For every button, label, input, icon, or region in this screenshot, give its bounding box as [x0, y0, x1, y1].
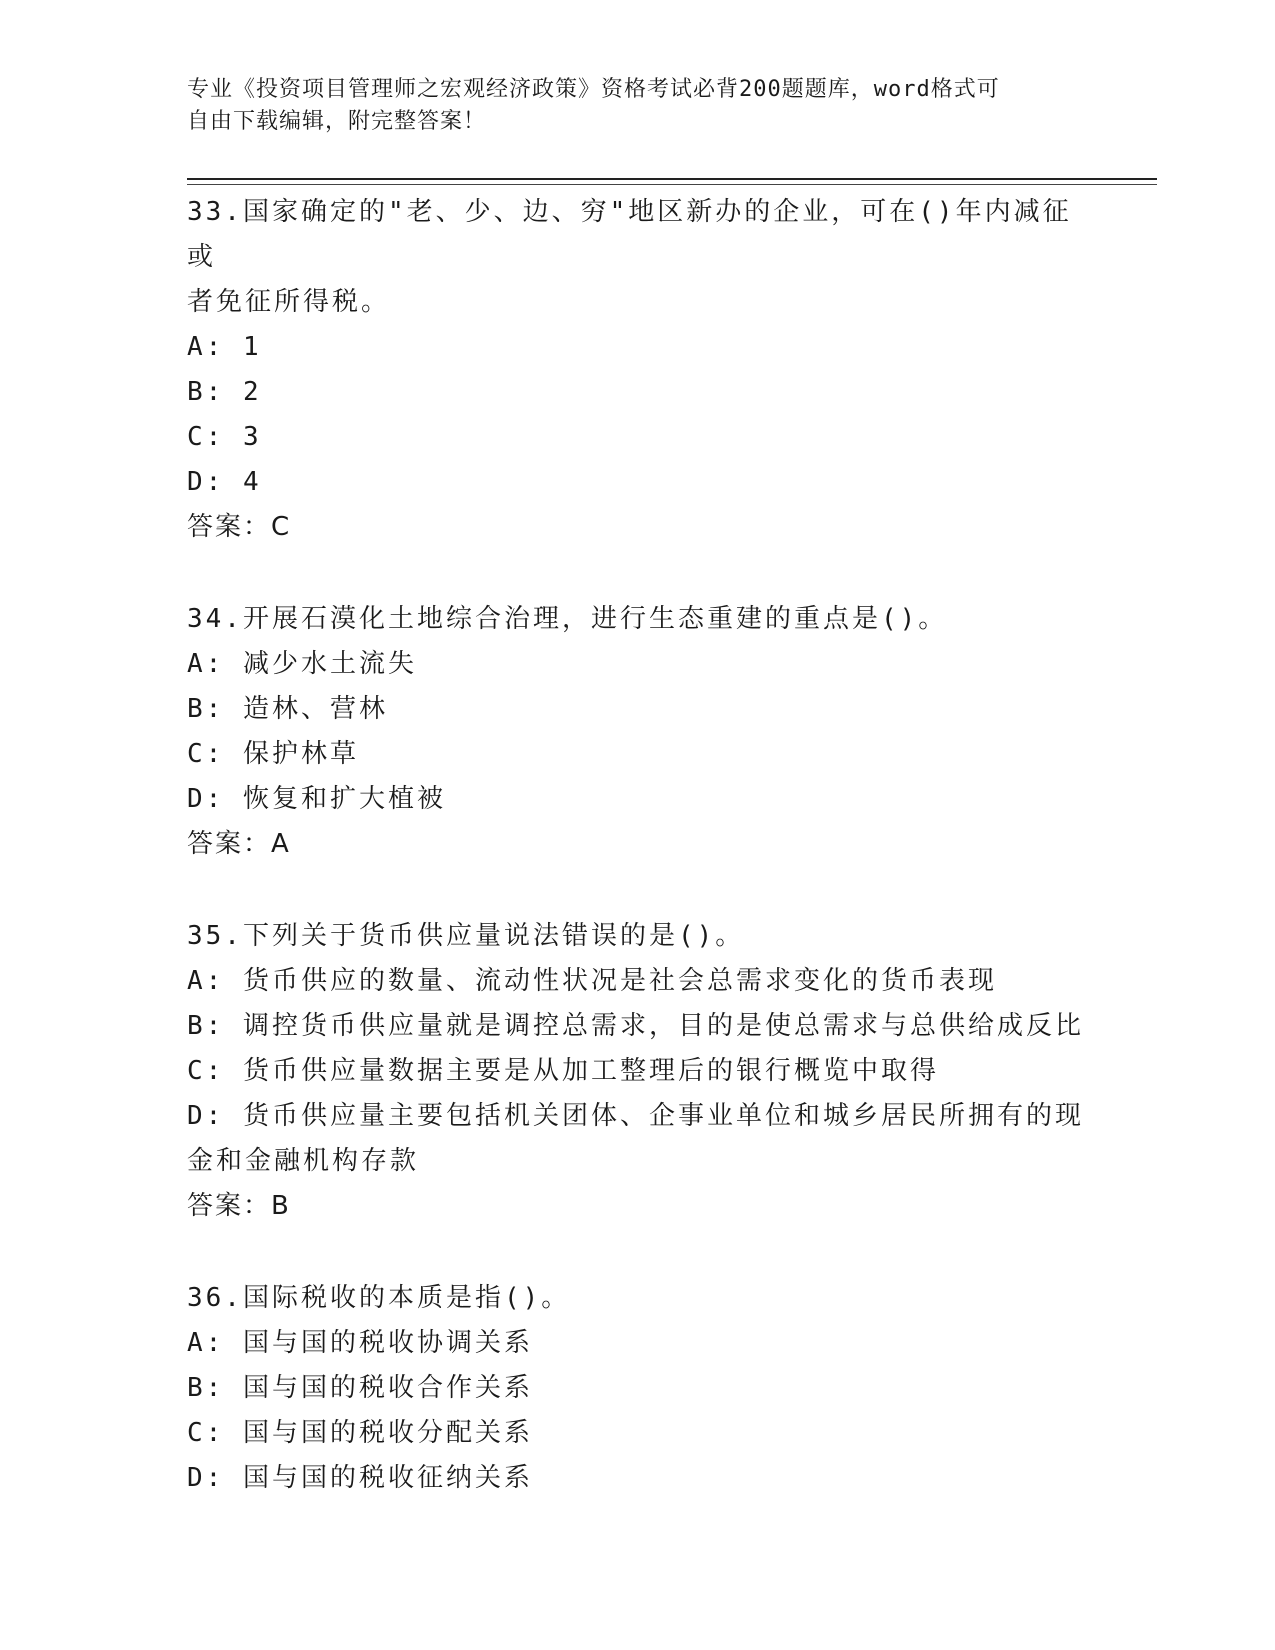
header-divider-thick: [187, 178, 1157, 180]
option-b: B: 国与国的税收合作关系: [187, 1373, 533, 1403]
header-line-2: 自由下载编辑，附完整答案！: [187, 109, 487, 134]
question-list: [187, 190, 1087, 1548]
option-d-continued: 金和金融机构存款: [187, 1146, 420, 1176]
option-c: C: 国与国的税收分配关系: [187, 1418, 533, 1448]
option-c: C: 3: [187, 422, 262, 452]
answer: 答案：A: [187, 829, 291, 859]
option-b: B: 2: [187, 377, 262, 407]
option-a: A: 减少水土流失: [187, 649, 417, 679]
option-d: D: 国与国的税收征纳关系: [187, 1463, 533, 1493]
option-d: D: 货币供应量主要包括机关团体、企事业单位和城乡居民所拥有的现: [187, 1101, 1084, 1131]
header-divider-thin: [187, 184, 1157, 185]
option-a: A: 1: [187, 332, 262, 362]
question-text: 34.开展石漠化土地综合治理，进行生态重建的重点是()。: [187, 604, 948, 634]
question-text-continued: 者免征所得税。: [187, 287, 391, 317]
answer: 答案：C: [187, 512, 292, 542]
question-text: 35.下列关于货币供应量说法错误的是()。: [187, 921, 745, 951]
question-text: 36.国际税收的本质是指()。: [187, 1283, 571, 1313]
option-d: D: 4: [187, 467, 262, 497]
answer: 答案：B: [187, 1191, 291, 1221]
question-34: [187, 597, 1087, 867]
question-36: [187, 1276, 1087, 1501]
option-c: C: 货币供应量数据主要是从加工整理后的银行概览中取得: [187, 1056, 939, 1086]
header-line-1: 专业《投资项目管理师之宏观经济政策》资格考试必背200题题库，word格式可: [187, 77, 1000, 102]
question-35: [187, 914, 1087, 1229]
document-header: [187, 74, 1067, 138]
option-c: C: 保护林草: [187, 739, 359, 769]
option-a: A: 货币供应的数量、流动性状况是社会总需求变化的货币表现: [187, 966, 997, 996]
option-b: B: 造林、营林: [187, 694, 388, 724]
option-a: A: 国与国的税收协调关系: [187, 1328, 533, 1358]
question-33: [187, 190, 1087, 550]
option-d: D: 恢复和扩大植被: [187, 784, 446, 814]
question-text: 33.国家确定的"老、少、边、穷"地区新办的企业，可在()年内减征或: [187, 197, 1072, 272]
option-b: B: 调控货币供应量就是调控总需求，目的是使总需求与总供给成反比: [187, 1011, 1084, 1041]
